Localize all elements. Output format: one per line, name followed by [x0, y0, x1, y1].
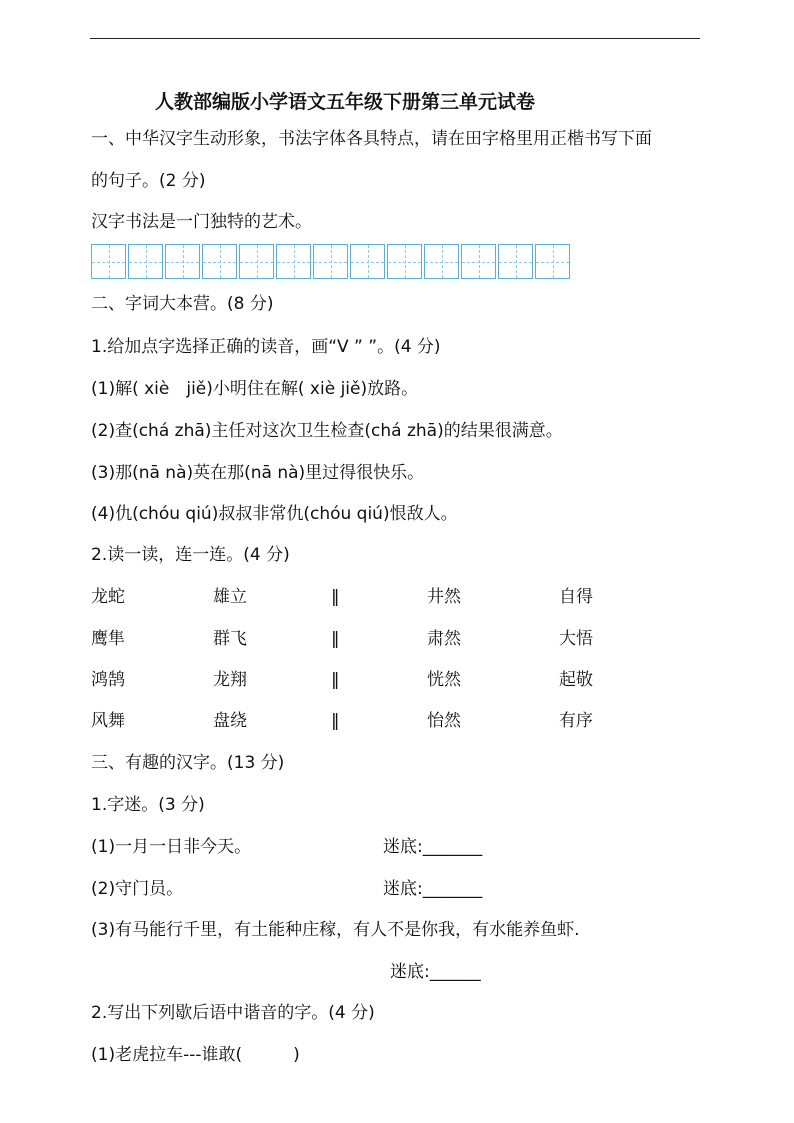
tianzige-grid[interactable] — [91, 244, 572, 279]
pinyin-item-4: (4)仇(chóu qiú)叔叔非常仇(chóu qiú)恨敌人。 — [91, 504, 458, 524]
tianzige-cell[interactable] — [276, 244, 311, 279]
question-2-1: 1.给加点字选择正确的读音，画“V ” ”。(4 分) — [91, 337, 441, 357]
tianzige-cell[interactable] — [461, 244, 496, 279]
section1-instruction: 一、中华汉字生动形象，书法字体各具特点，请在田字格里用正楷书写下面 — [91, 129, 652, 149]
word[interactable]: 风舞 — [91, 711, 125, 731]
tianzige-cell[interactable] — [313, 244, 348, 279]
tianzige-cell[interactable] — [165, 244, 200, 279]
word[interactable]: 龙蛇 — [91, 587, 125, 607]
riddle-2-answer[interactable]: 迷底:_______ — [383, 879, 483, 899]
word[interactable]: 自得 — [559, 587, 593, 607]
pinyin-item-1: (1)解( xiè jiě)小明住在解( xiè jiě)放路。 — [91, 379, 419, 399]
word[interactable]: 肃然 — [427, 629, 461, 649]
word[interactable]: 恍然 — [427, 670, 461, 690]
word[interactable]: 鸿鹄 — [91, 670, 125, 690]
tianzige-cell[interactable] — [424, 244, 459, 279]
riddle-2: (2)守门员。 — [91, 879, 184, 899]
word[interactable]: 井然 — [427, 587, 461, 607]
tianzige-cell[interactable] — [239, 244, 274, 279]
tianzige-cell[interactable] — [202, 244, 237, 279]
word[interactable]: 鹰隼 — [91, 629, 125, 649]
tianzige-cell[interactable] — [350, 244, 385, 279]
section1-sentence: 汉字书法是一门独特的艺术。 — [91, 212, 312, 232]
riddle-3-answer[interactable]: 迷底:______ — [390, 962, 481, 982]
word[interactable]: 龙翔 — [213, 670, 247, 690]
tianzige-cell[interactable] — [128, 244, 163, 279]
section2-heading: 二、字词大本营。(8 分) — [91, 294, 274, 314]
word[interactable]: 雄立 — [213, 587, 247, 607]
separator: ‖ — [331, 711, 340, 731]
tianzige-cell[interactable] — [387, 244, 422, 279]
riddle-1: (1)一月一日非今天。 — [91, 837, 252, 857]
separator: ‖ — [331, 629, 340, 649]
header-rule — [90, 38, 700, 39]
tianzige-cell[interactable] — [91, 244, 126, 279]
word[interactable]: 起敬 — [559, 670, 593, 690]
word[interactable]: 群飞 — [213, 629, 247, 649]
riddle-3: (3)有马能行千里，有土能种庄稼，有人不是你我，有水能养鱼虾. — [91, 920, 580, 940]
question-3-1: 1.字迷。(3 分) — [91, 795, 205, 815]
separator: ‖ — [331, 587, 340, 607]
word[interactable]: 有序 — [559, 711, 593, 731]
word[interactable]: 怡然 — [427, 711, 461, 731]
pinyin-item-2: (2)查(chá zhā)主任对这次卫生检查(chá zhā)的结果很满意。 — [91, 421, 563, 441]
section1-instruction-cont: 的句子。(2 分) — [91, 171, 206, 191]
pinyin-item-3: (3)那(nā nà)英在那(nā nà)里过得很快乐。 — [91, 463, 425, 483]
tianzige-cell[interactable] — [535, 244, 570, 279]
question-3-2: 2.写出下列歇后语中谐音的字。(4 分) — [91, 1003, 375, 1023]
xiehouyu-1[interactable]: (1)老虎拉车---谁敢( ) — [91, 1045, 300, 1065]
word[interactable]: 大悟 — [559, 629, 593, 649]
page-title: 人教部编版小学语文五年级下册第三单元试卷 — [155, 91, 536, 113]
word[interactable]: 盘绕 — [213, 711, 247, 731]
question-2-2: 2.读一读，连一连。(4 分) — [91, 545, 290, 565]
separator: ‖ — [331, 670, 340, 690]
section3-heading: 三、有趣的汉字。(13 分) — [91, 753, 285, 773]
riddle-1-answer[interactable]: 迷底:_______ — [383, 837, 483, 857]
tianzige-cell[interactable] — [498, 244, 533, 279]
